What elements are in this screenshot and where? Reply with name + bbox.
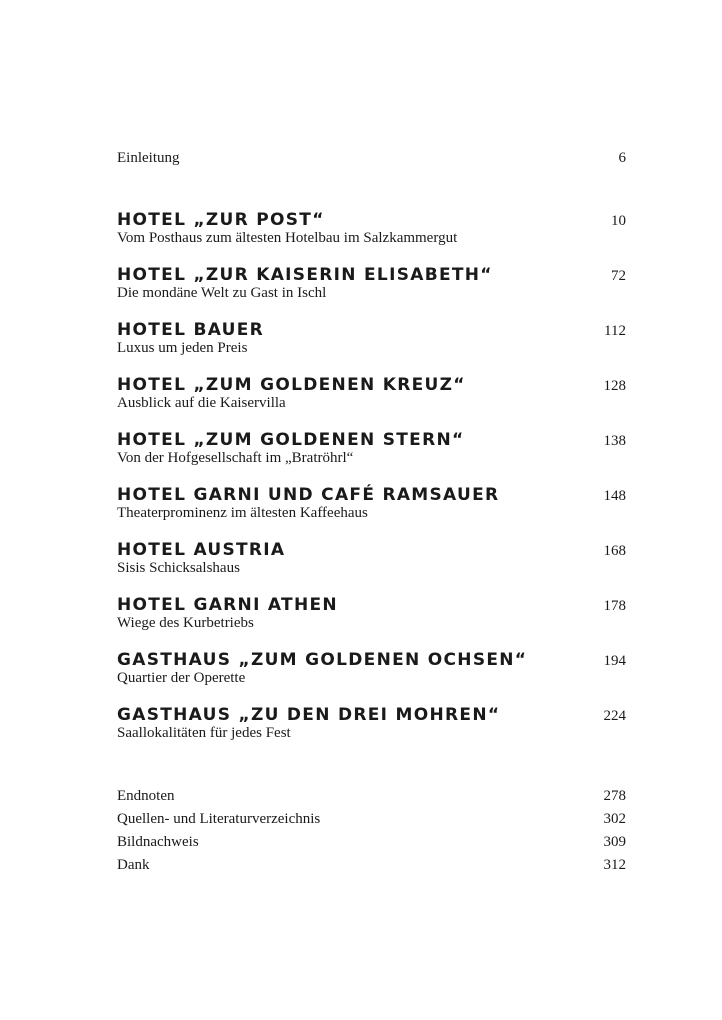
toc-chapter-entry: [117, 265, 626, 311]
chapter-title: HOTEL „ZUM GOLDENEN STERN“: [117, 430, 465, 450]
chapter-page-number: 10: [611, 213, 626, 229]
table-of-contents: [117, 0, 626, 1020]
chapter-title: HOTEL GARNI UND CAFÉ RAMSAUER: [117, 485, 500, 505]
chapter-page-number: 112: [604, 323, 626, 339]
toc-intro-entry: [117, 149, 626, 167]
chapter-title: GASTHAUS „ZU DEN DREI MOHREN“: [117, 705, 501, 725]
chapter-title: GASTHAUS „ZUM GOLDENEN OCHSEN“: [117, 650, 528, 670]
chapter-subtitle: Die mondäne Welt zu Gast in Ischl: [117, 285, 327, 301]
toc-chapter-entry: [117, 320, 626, 366]
toc-chapter-entry: [117, 595, 626, 641]
appendix-label: Endnoten: [117, 788, 175, 804]
chapter-subtitle: Sisis Schicksalshaus: [117, 560, 240, 576]
appendix-label: Quellen- und Literaturverzeichnis: [117, 811, 321, 827]
chapter-page-number: 168: [603, 543, 626, 559]
chapter-title: HOTEL „ZUR KAISERIN ELISABETH“: [117, 265, 493, 285]
toc-intro-page: 6: [618, 150, 626, 166]
toc-appendix-entry: [117, 787, 626, 805]
chapter-title: HOTEL BAUER: [117, 320, 265, 340]
chapter-page-number: 178: [603, 598, 626, 614]
toc-chapter-entry: [117, 210, 626, 256]
toc-appendix-entry: [117, 810, 626, 828]
toc-chapter-entry: [117, 540, 626, 586]
toc-chapter-entry: [117, 485, 626, 531]
appendix-page-number: 278: [603, 788, 626, 804]
chapter-title: HOTEL AUSTRIA: [117, 540, 286, 560]
toc-chapter-entry: [117, 705, 626, 751]
toc-chapter-entry: [117, 650, 626, 696]
chapter-title: HOTEL „ZUM GOLDENEN KREUZ“: [117, 375, 466, 395]
appendix-page-number: 302: [603, 811, 626, 827]
chapter-subtitle: Theaterprominenz im ältesten Kaffeehaus: [117, 505, 368, 521]
chapter-page-number: 194: [603, 653, 626, 669]
chapter-page-number: 128: [603, 378, 626, 394]
chapter-subtitle: Luxus um jeden Preis: [117, 340, 248, 356]
toc-appendix-entry: [117, 856, 626, 874]
toc-chapter-entry: [117, 375, 626, 421]
chapter-subtitle: Vom Posthaus zum ältesten Hotelbau im Salzkammergut: [117, 230, 458, 246]
chapter-title: HOTEL „ZUR POST“: [117, 210, 325, 230]
chapter-subtitle: Wiege des Kurbetriebs: [117, 615, 254, 631]
toc-appendix-entry: [117, 833, 626, 851]
chapter-title: HOTEL GARNI ATHEN: [117, 595, 338, 615]
appendix-page-number: 309: [603, 834, 626, 850]
chapter-subtitle: Saallokalitäten für jedes Fest: [117, 725, 291, 741]
toc-intro-label: Einleitung: [117, 150, 180, 166]
chapter-subtitle: Quartier der Operette: [117, 670, 246, 686]
toc-chapter-entry: [117, 430, 626, 476]
chapter-subtitle: Von der Hofgesellschaft im „Bratröhrl“: [117, 450, 354, 466]
appendix-label: Dank: [117, 857, 150, 873]
chapter-subtitle: Ausblick auf die Kaiservilla: [117, 395, 286, 411]
chapter-page-number: 148: [603, 488, 626, 504]
appendix-page-number: 312: [603, 857, 626, 873]
chapter-page-number: 72: [611, 268, 626, 284]
chapter-page-number: 224: [603, 708, 626, 724]
chapter-page-number: 138: [603, 433, 626, 449]
appendix-label: Bildnachweis: [117, 834, 199, 850]
